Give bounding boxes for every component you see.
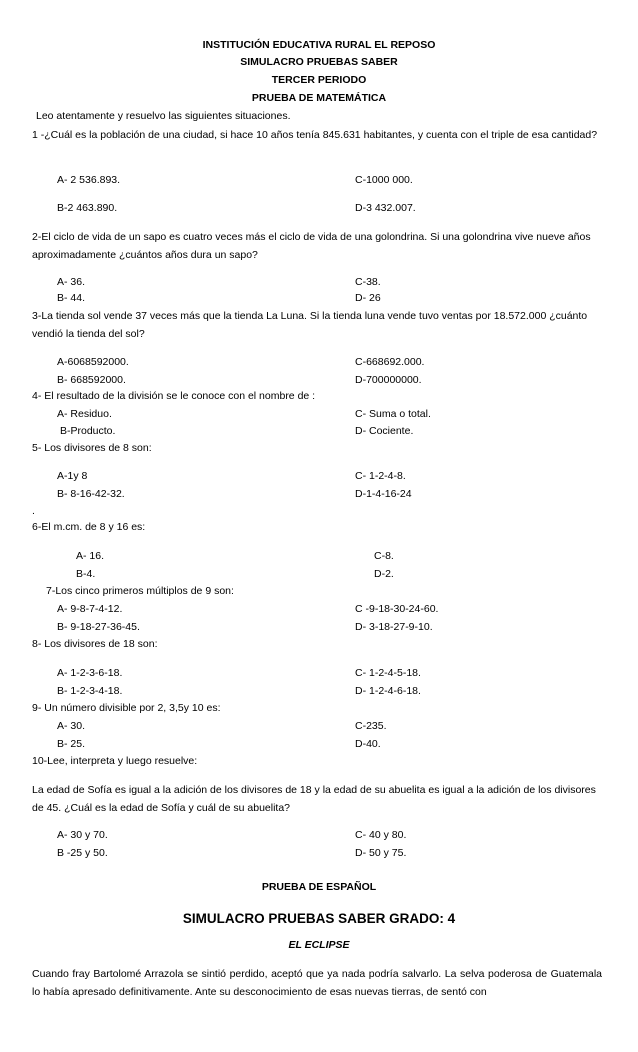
q9-option-b: B- 25. <box>57 738 86 750</box>
math-test-title: PRUEBA DE MATEMÁTICA <box>251 92 387 104</box>
q7-option-c: C -9-18-30-24-60. <box>355 603 439 615</box>
q8-option-d: D- 1-2-4-6-18. <box>355 685 421 697</box>
question-7: 7-Los cinco primeros múltiplos de 9 son: <box>46 585 234 597</box>
instructions: Leo atentamente y resuelvo las siguientes situaciones. <box>36 110 291 122</box>
q2-option-d: D- 26 <box>355 292 381 304</box>
q8-option-a: A- 1-2-3-6-18. <box>57 667 123 679</box>
q2-option-b: B- 44. <box>57 292 86 304</box>
q4-option-d: D- Cociente. <box>355 425 414 437</box>
q5-option-c: C- 1-2-4-8. <box>355 470 406 482</box>
q7-option-b: B- 9-18-27-36-45. <box>57 621 140 633</box>
question-10-problem: La edad de Sofía es igual a la adición de los divisores de 18 y la edad de su abuelita es igual a la adición de los divisores de 45. ¿Cuál es la edad de Sofía y cuál de su abuelita? <box>32 784 596 814</box>
q5-option-d: D-1-4-16-24 <box>355 488 412 500</box>
q9-option-a: A- 30. <box>57 720 86 732</box>
q10-option-d: D- 50 y 75. <box>355 847 407 859</box>
q4-option-a: A- Residuo. <box>57 408 112 420</box>
q2-option-c: C-38. <box>355 276 381 288</box>
q3-option-b: B- 668592000. <box>57 374 126 386</box>
q4-option-b: B-Producto. <box>60 425 116 437</box>
q6-option-b: B-4. <box>76 568 96 580</box>
q9-option-c: C-235. <box>355 720 387 732</box>
exam-title: SIMULACRO PRUEBAS SABER <box>240 56 398 68</box>
q8-option-b: B- 1-2-3-4-18. <box>57 685 123 697</box>
q10-option-b: B -25 y 50. <box>57 847 108 859</box>
q7-option-d: D- 3-18-27-9-10. <box>355 621 433 633</box>
question-3: 3-La tienda sol vende 37 veces más que la tienda La Luna. Si la tienda luna vende tuvo ventas por 18.572.000 ¿cuánto vendió la tienda del sol? <box>32 310 588 340</box>
question-6: 6-El m.cm. de 8 y 16 es: <box>32 521 146 533</box>
question-8: 8- Los divisores de 18 son: <box>32 638 158 650</box>
q1-option-b: B-2 463.890. <box>57 202 118 214</box>
stray-period: . <box>32 505 35 517</box>
spanish-exam-subtitle: SIMULACRO PRUEBAS SABER GRADO: 4 <box>182 911 456 926</box>
q1-option-d: D-3 432.007. <box>355 202 416 214</box>
q8-option-c: C- 1-2-4-5-18. <box>355 667 421 679</box>
q6-option-a: A- 16. <box>76 550 105 562</box>
q4-option-c: C- Suma o total. <box>355 408 431 420</box>
question-5: 5- Los divisores de 8 son: <box>32 442 152 454</box>
question-9: 9- Un número divisible por 2, 3,5y 10 es: <box>32 702 221 714</box>
question-4: 4- El resultado de la división se le conoce con el nombre de : <box>32 390 316 402</box>
story-text: Cuando fray Bartolomé Arrazola se sintió perdido, aceptó que ya nada podría salvarlo. La selva poderosa de Guatemala lo había apresado definitivamente. Ante su desconocimiento de esas nuevas tierras, de sentó con <box>32 968 602 998</box>
q3-option-a: A-6068592000. <box>57 356 129 368</box>
story-title: EL ECLIPSE <box>288 939 350 951</box>
q7-option-a: A- 9-8-7-4-12. <box>57 603 123 615</box>
question-2: 2-El ciclo de vida de un sapo es cuatro veces más el ciclo de vida de una golondrina. Si una golondrina vive nueve años aproximadamente ¿cuántos años dura un sapo? <box>32 231 591 261</box>
q10-option-c: C- 40 y 80. <box>355 829 407 841</box>
question-1: 1 -¿Cuál es la población de una ciudad, si hace 10 años tenía 845.631 habitantes, y cuenta con el triple de esa cantidad? <box>32 129 598 141</box>
school-name: INSTITUCIÓN EDUCATIVA RURAL EL REPOSO <box>202 39 436 51</box>
period-title: TERCER PERIODO <box>271 74 367 86</box>
q1-option-c: C-1000 000. <box>355 174 413 186</box>
q3-option-d: D-700000000. <box>355 374 422 386</box>
spanish-test-title: PRUEBA DE ESPAÑOL <box>261 881 377 893</box>
question-10: 10-Lee, interpreta y luego resuelve: <box>32 755 198 767</box>
q1-option-a: A- 2 536.893. <box>57 174 121 186</box>
q3-option-c: C-668692.000. <box>355 356 425 368</box>
q6-option-d: D-2. <box>374 568 394 580</box>
q5-option-a: A-1y 8 <box>57 470 88 482</box>
q5-option-b: B- 8-16-42-32. <box>57 488 125 500</box>
q6-option-c: C-8. <box>374 550 394 562</box>
q2-option-a: A- 36. <box>57 276 86 288</box>
q10-option-a: A- 30 y 70. <box>57 829 108 841</box>
q9-option-d: D-40. <box>355 738 381 750</box>
